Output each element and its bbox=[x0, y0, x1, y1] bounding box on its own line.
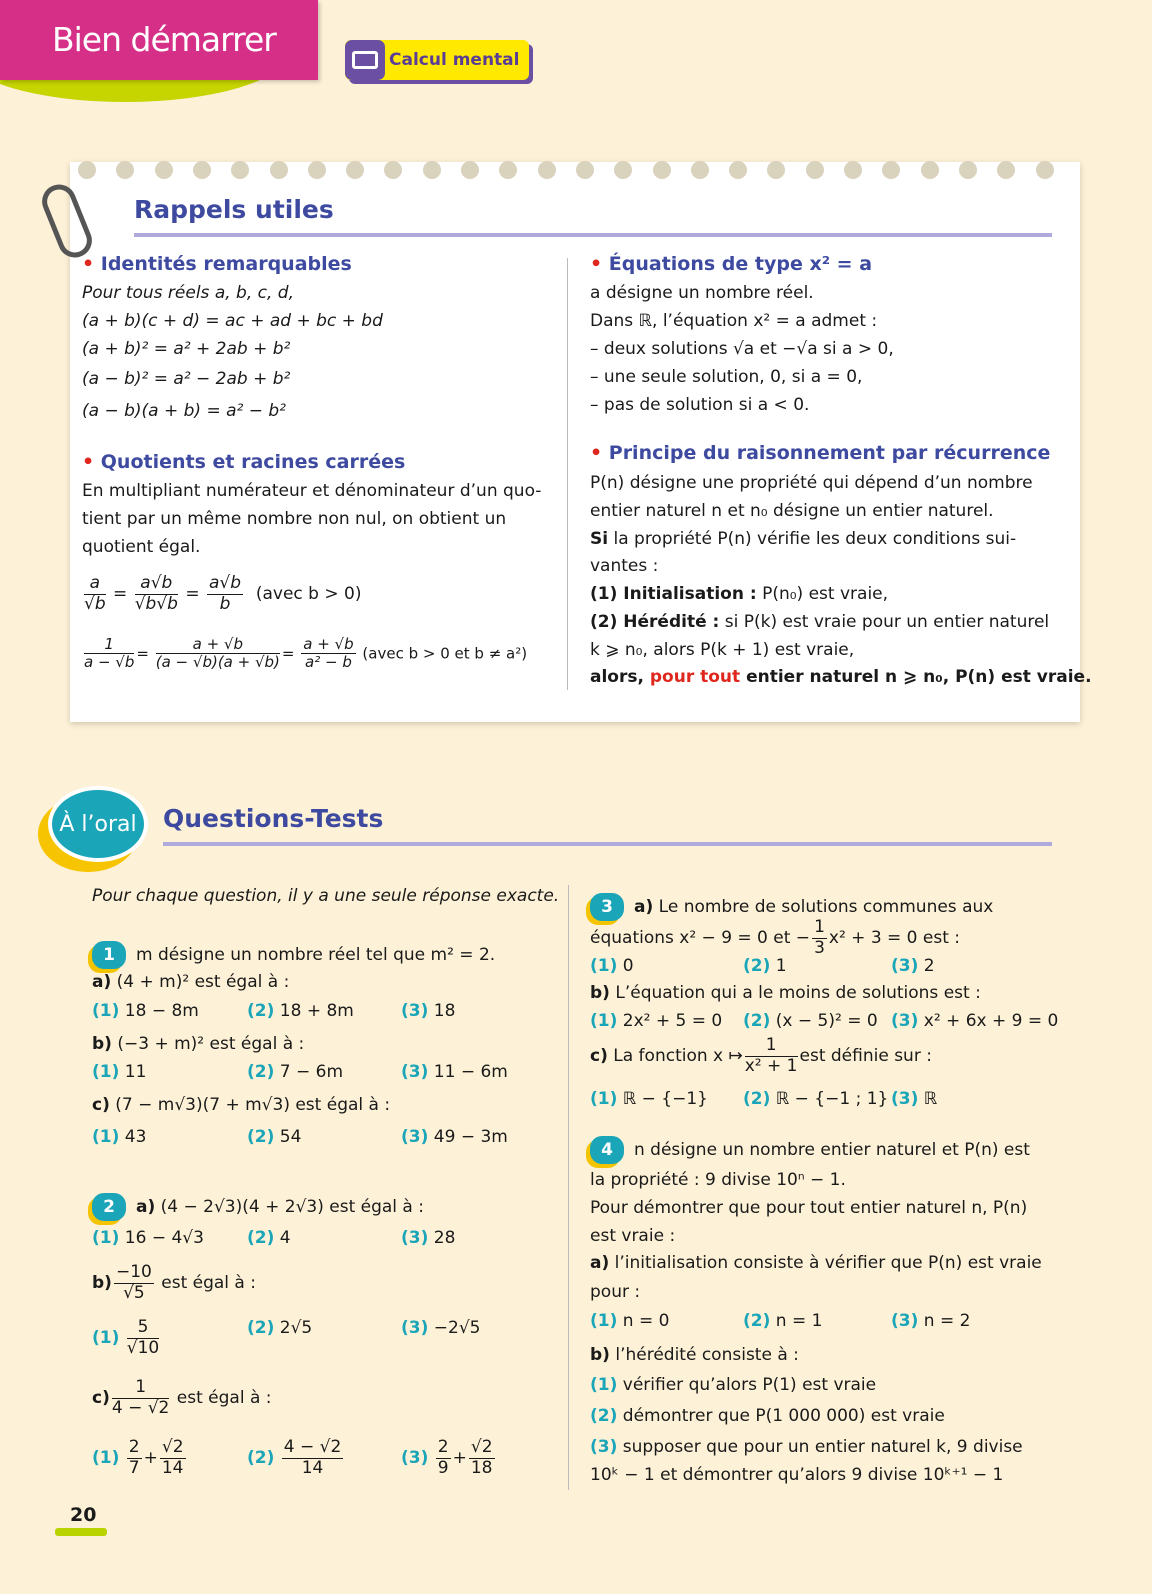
answer-option[interactable]: (3) supposer que pour un entier naturel k, 9 divise bbox=[590, 1437, 1023, 1457]
section-title: Bien démarrer bbox=[52, 20, 276, 59]
binder-hole bbox=[844, 161, 862, 179]
binder-hole bbox=[538, 161, 556, 179]
binder-hole bbox=[653, 161, 671, 179]
answer-option[interactable]: (1) ℝ − {−1} bbox=[590, 1089, 708, 1109]
quotients-text: En multipliant numérateur et dénominateur d’un quo- bbox=[82, 481, 542, 501]
equations-line: a désigne un nombre réel. bbox=[590, 283, 814, 303]
recurrence-line: entier naturel n et n₀ désigne un entier naturel. bbox=[590, 501, 994, 521]
quotients-text: tient par un même nombre non nul, on obtient un bbox=[82, 509, 507, 529]
question-number: 1 bbox=[92, 941, 126, 969]
heredite-line: k ⩾ n₀, alors P(k + 1) est vraie, bbox=[590, 640, 855, 660]
binder-hole bbox=[959, 161, 977, 179]
question-line: 3 a) Le nombre de solutions communes aux bbox=[590, 893, 993, 921]
question-line: b) l’hérédité consiste à : bbox=[590, 1345, 799, 1365]
page-number-decoration bbox=[55, 1528, 107, 1536]
question-line: 4 n désigne un nombre entier naturel et P(n) est bbox=[590, 1136, 1030, 1164]
page-number: 20 bbox=[70, 1504, 97, 1526]
question-line: 1 m désigne un nombre réel tel que m² = 2. bbox=[92, 941, 495, 969]
answer-option[interactable]: (2) démontrer que P(1 000 000) est vraie bbox=[590, 1406, 945, 1426]
question-line: 2 a) (4 − 2√3)(4 + 2√3) est égal à : bbox=[92, 1193, 424, 1221]
equations-heading: • Équations de type x² = a bbox=[590, 253, 873, 275]
questions-intro: Pour chaque question, il y a une seule réponse exacte. bbox=[92, 886, 560, 906]
binder-hole bbox=[193, 161, 211, 179]
identity-line: (a + b)(c + d) = ac + ad + bc + bd bbox=[82, 311, 383, 331]
rappels-title: Rappels utiles bbox=[134, 195, 334, 224]
answer-option[interactable]: (1) $\frac{2}{7}$ + $\frac{√2}{14}$ bbox=[92, 1437, 184, 1478]
heredite-line: (2) Hérédité : si P(k) est vraie pour un entier naturel bbox=[590, 612, 1050, 632]
answer-option[interactable]: (2) (x − 5)² = 0 bbox=[743, 1011, 878, 1031]
equations-line: – deux solutions √a et −√a si a > 0, bbox=[590, 339, 894, 359]
initialisation-line: (1) Initialisation : P(n₀) est vraie, bbox=[590, 584, 889, 604]
question-line: la propriété : 9 divise 10ⁿ − 1. bbox=[590, 1170, 846, 1190]
binder-hole bbox=[270, 161, 288, 179]
answer-option[interactable]: (2) n = 1 bbox=[743, 1311, 823, 1331]
answer-option[interactable]: (3) 18 bbox=[401, 1001, 456, 1021]
binder-hole bbox=[155, 161, 173, 179]
binder-hole bbox=[1036, 161, 1054, 179]
question-line: est vraie : bbox=[590, 1226, 676, 1246]
binder-hole bbox=[78, 161, 96, 179]
quotients-text: quotient égal. bbox=[82, 537, 201, 557]
conclusion-line: alors, pour tout entier naturel n ⩾ n₀, P(n) est vraie. bbox=[590, 667, 1092, 687]
monitor-check-icon bbox=[345, 40, 385, 80]
formula-2: $\frac{1}{a - √b}$ = $\frac{a + √b}{(a - √b)(a + √b)}$ = $\frac{a + √b}{\text{a² − b}}$ (avec b > 0 et b ≠ a²) bbox=[84, 635, 528, 672]
question-line: c) $\frac{1}{4 - √2}$ est égal à : bbox=[92, 1377, 272, 1418]
binder-hole bbox=[806, 161, 824, 179]
binder-hole bbox=[691, 161, 709, 179]
identity-line: (a + b)² = a² + 2ab + b² bbox=[82, 339, 291, 359]
answer-option[interactable]: (2) ℝ − {−1 ; 1} bbox=[743, 1089, 889, 1109]
binder-hole bbox=[921, 161, 939, 179]
binder-hole bbox=[729, 161, 747, 179]
identity-line: (a − b)(a + b) = a² − b² bbox=[82, 401, 286, 421]
answer-option[interactable]: (1) 18 − 8m bbox=[92, 1001, 199, 1021]
binder-hole bbox=[576, 161, 594, 179]
answer-option[interactable]: (3) 49 − 3m bbox=[401, 1127, 508, 1147]
identity-line: Pour tous réels a, b, c, d, bbox=[82, 283, 294, 303]
quotients-heading: • Quotients et racines carrées bbox=[82, 451, 406, 473]
answer-option[interactable]: (3) n = 2 bbox=[891, 1311, 971, 1331]
section-banner bbox=[0, 0, 318, 80]
answer-option[interactable]: (1) 2x² + 5 = 0 bbox=[590, 1011, 723, 1031]
column-divider bbox=[567, 258, 568, 690]
question-line: équations x² − 9 = 0 et − $\frac{1}{3}$ x² + 3 = 0 est : bbox=[590, 917, 961, 958]
question-line: c) La fonction x ↦ $\frac{1}{\text{x² + 1}}$ est définie sur : bbox=[590, 1035, 932, 1076]
answer-option[interactable]: (2) 4 bbox=[247, 1228, 291, 1248]
formula-1: $\frac{a}{√b}$ = $\frac{a√b}{√b√b}$ = $\frac{a√b}{b}$ (avec b > 0) bbox=[84, 573, 362, 614]
answer-option[interactable]: (2) 1 bbox=[743, 956, 787, 976]
questions-title: Questions-Tests bbox=[163, 804, 384, 833]
binder-hole bbox=[346, 161, 364, 179]
answer-option[interactable]: (1) 16 − 4√3 bbox=[92, 1228, 204, 1248]
question-line: Pour démontrer que pour tout entier naturel n, P(n) bbox=[590, 1198, 1028, 1218]
binder-hole bbox=[308, 161, 326, 179]
answer-option[interactable]: (1) n = 0 bbox=[590, 1311, 670, 1331]
question-line: b) (−3 + m)² est égal à : bbox=[92, 1034, 305, 1054]
answer-option[interactable]: (1) $\frac{5}{√10}$ bbox=[92, 1317, 160, 1358]
recurrence-line: Si la propriété P(n) vérifie les deux conditions sui- bbox=[590, 529, 1017, 549]
answer-option[interactable]: (2) $\frac{4 - √2}{14}$ bbox=[247, 1437, 342, 1478]
answer-option[interactable]: (1) 0 bbox=[590, 956, 634, 976]
equations-line: – pas de solution si a < 0. bbox=[590, 395, 810, 415]
divider bbox=[163, 842, 1052, 846]
question-line: a) (4 + m)² est égal à : bbox=[92, 972, 290, 992]
equations-line: – une seule solution, 0, si a = 0, bbox=[590, 367, 863, 387]
binder-hole bbox=[423, 161, 441, 179]
question-line: pour : bbox=[590, 1282, 641, 1302]
calcul-mental-button[interactable] bbox=[345, 40, 529, 80]
answer-option[interactable]: (3) $\frac{2}{9}$ + $\frac{√2}{18}$ bbox=[401, 1437, 493, 1478]
divider bbox=[134, 233, 1052, 237]
question-line: b) $\frac{-10}{√5}$ est égal à : bbox=[92, 1262, 256, 1303]
answer-option[interactable]: (3) x² + 6x + 9 = 0 bbox=[891, 1011, 1059, 1031]
answer-option[interactable]: (3) −2√5 bbox=[401, 1318, 481, 1338]
question-line: 10ᵏ − 1 et démontrer qu’alors 9 divise 10ᵏ⁺¹ − 1 bbox=[590, 1465, 1004, 1485]
question-line: b) L’équation qui a le moins de solutions est : bbox=[590, 983, 981, 1003]
answer-option[interactable]: (2) 2√5 bbox=[247, 1318, 313, 1338]
binder-hole bbox=[461, 161, 479, 179]
question-line: a) l’initialisation consiste à vérifier que P(n) est vraie bbox=[590, 1253, 1042, 1273]
answer-option[interactable]: (3) 28 bbox=[401, 1228, 456, 1248]
answer-option[interactable]: (1) vérifier qu’alors P(1) est vraie bbox=[590, 1375, 877, 1395]
equations-line: Dans ℝ, l’équation x² = a admet : bbox=[590, 311, 878, 331]
column-divider bbox=[568, 885, 569, 1490]
answer-option[interactable]: (2) 54 bbox=[247, 1127, 302, 1147]
recurrence-line: P(n) désigne une propriété qui dépend d’un nombre bbox=[590, 473, 1033, 493]
answer-option[interactable]: (3) 2 bbox=[891, 956, 935, 976]
recurrence-line: vantes : bbox=[590, 556, 659, 576]
answer-option[interactable]: (1) 11 bbox=[92, 1062, 147, 1082]
identity-line: (a − b)² = a² − 2ab + b² bbox=[82, 369, 291, 389]
answer-option[interactable]: (1) 43 bbox=[92, 1127, 147, 1147]
recurrence-heading: • Principe du raisonnement par récurrence bbox=[590, 442, 1051, 464]
calcul-mental-label: Calcul mental bbox=[389, 50, 520, 70]
identites-heading: • Identités remarquables bbox=[82, 253, 352, 275]
answer-option[interactable]: (2) 18 + 8m bbox=[247, 1001, 354, 1021]
answer-option[interactable]: (2) 7 − 6m bbox=[247, 1062, 344, 1082]
question-line: c) (7 − m√3)(7 + m√3) est égal à : bbox=[92, 1095, 391, 1115]
answer-option[interactable]: (3) 11 − 6m bbox=[401, 1062, 508, 1082]
answer-option[interactable]: (3) ℝ bbox=[891, 1089, 938, 1109]
oral-badge: À l’oral bbox=[48, 786, 148, 862]
